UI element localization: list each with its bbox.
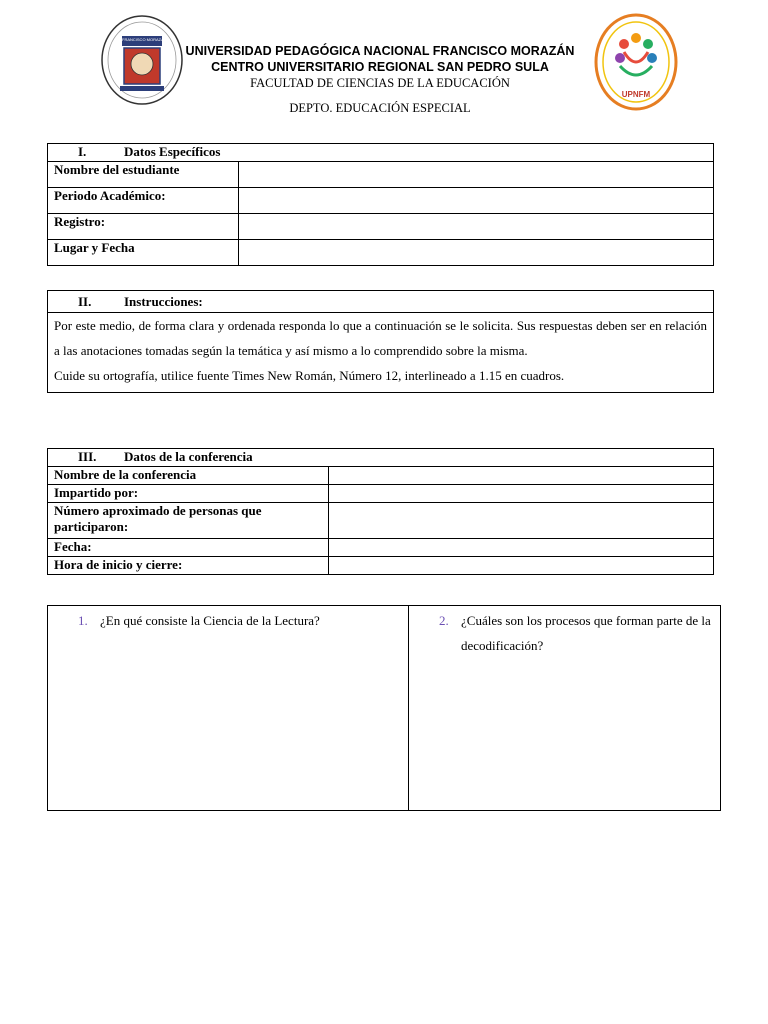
conference-date-field[interactable] [329, 539, 714, 557]
table-row [48, 188, 714, 214]
campus-name: CENTRO UNIVERSITARIO REGIONAL SAN PEDRO SULA [211, 60, 549, 74]
field-label: Fecha: [48, 539, 329, 557]
department-name: DEPTO. EDUCACIÓN ESPECIAL [289, 101, 471, 115]
section2-title: Instrucciones: [124, 293, 203, 309]
field-label: Nombre de la conferencia [48, 467, 329, 485]
table-row [48, 240, 714, 266]
student-name-field[interactable] [239, 162, 714, 188]
table-row [48, 539, 714, 557]
faculty-name: FACULTAD DE CIENCIAS DE LA EDUCACIÓN [250, 76, 510, 90]
question-1-text: ¿En qué consiste la Ciencia de la Lectura? [100, 613, 320, 628]
field-label: Impartido por: [48, 485, 329, 503]
registration-field[interactable] [239, 214, 714, 240]
section1-table [47, 143, 714, 266]
section1-heading [48, 144, 714, 162]
field-label: Hora de inicio y cierre: [48, 557, 329, 575]
question-1 [78, 608, 402, 633]
section2-number: II. [78, 293, 92, 309]
table-row [48, 162, 714, 188]
section3-table [47, 448, 714, 575]
field-label: Periodo Académico: [48, 188, 239, 214]
table-row [48, 467, 714, 485]
instructions-paragraph: Por este medio, de forma clara y ordenada responda lo que a continuación se le solicita. Sus respuestas deben ser en relación a las anotaciones tomadas según la temática y así mismo a lo comprendido sobre la misma. [54, 318, 707, 358]
conference-name-field[interactable] [329, 467, 714, 485]
section3-number: III. [78, 449, 97, 464]
section3-heading [48, 449, 714, 467]
participants-field[interactable] [329, 503, 714, 539]
field-label: Nombre del estudiante [48, 162, 239, 188]
section1-number: I. [78, 144, 87, 159]
questions-table [47, 605, 721, 811]
speaker-field[interactable] [329, 485, 714, 503]
question-2-text: ¿Cuáles son los procesos que forman parte de la decodificación? [461, 613, 711, 653]
university-name: UNIVERSIDAD PEDAGÓGICA NACIONAL FRANCISCO MORAZÁN [185, 44, 575, 58]
table-row [48, 503, 714, 539]
seal-caption: FRANCISCO MORAZÁN [122, 37, 167, 42]
field-label: Registro: [48, 214, 239, 240]
section2-heading [48, 291, 714, 313]
field-label: Número aproximado de personas que participaron: [48, 503, 329, 539]
upnfm-logo-text: UPNFM [621, 90, 651, 99]
question-2-cell[interactable] [409, 606, 721, 811]
question-2 [439, 608, 714, 658]
section3-title: Datos de la conferencia [124, 449, 253, 464]
section2-table [47, 290, 714, 393]
department-logo [594, 12, 678, 112]
time-field[interactable] [329, 557, 714, 575]
table-row [48, 214, 714, 240]
section1-title: Datos Específicos [124, 144, 221, 159]
academic-period-field[interactable] [239, 188, 714, 214]
table-row [48, 485, 714, 503]
instructions-note: Cuide su ortografía, utilice fuente Times New Román, Número 12, interlineado a 1.15 en cuadros. [54, 368, 565, 383]
question-2-number: 2. [439, 613, 449, 628]
place-date-field[interactable] [239, 240, 714, 266]
field-label: Lugar y Fecha [48, 240, 239, 266]
question-1-cell[interactable] [48, 606, 409, 811]
table-row [48, 557, 714, 575]
question-1-number: 1. [78, 613, 88, 628]
